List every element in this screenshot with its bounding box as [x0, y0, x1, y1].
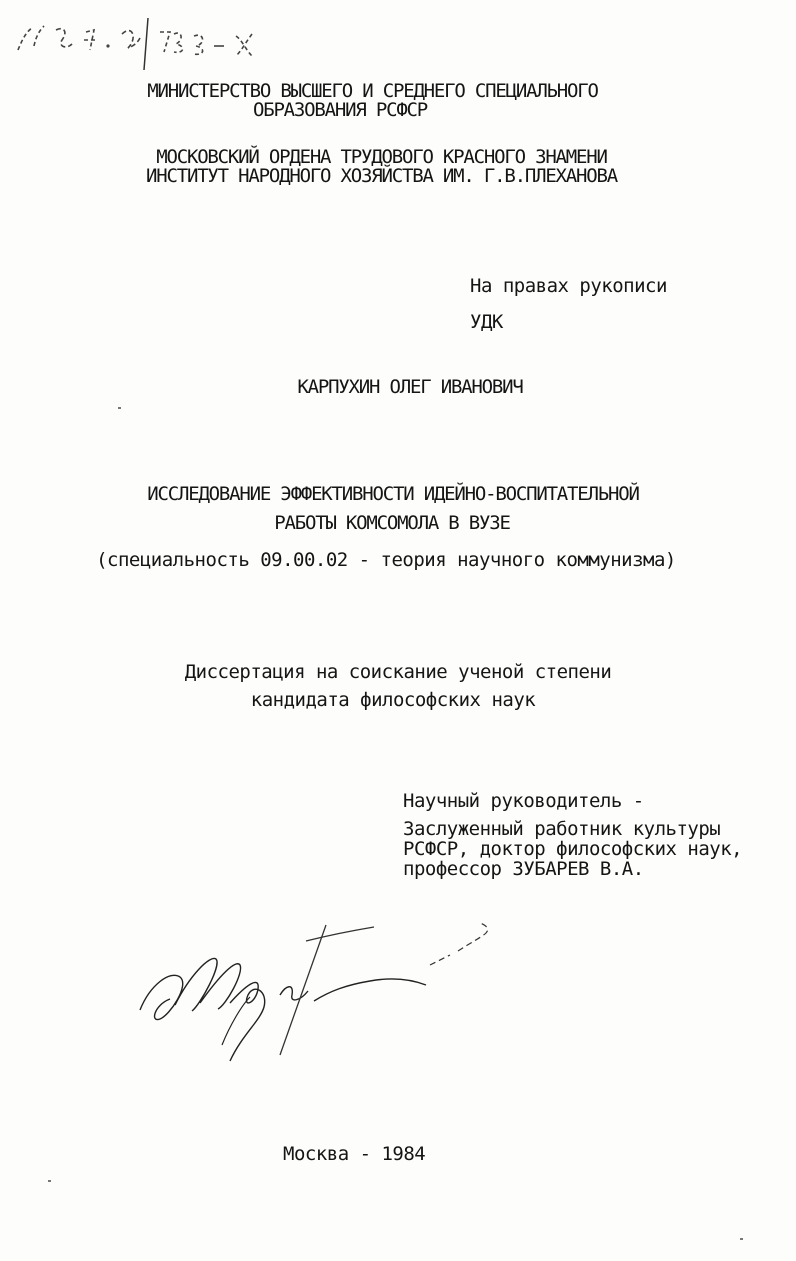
scan-speck: [118, 407, 121, 409]
institute-line-1: МОСКОВСКИЙ ОРДЕНА ТРУДОВОГО КРАСНОГО ЗНАМЕНИ: [156, 146, 607, 168]
institute-line-2: ИНСТИТУТ НАРОДНОГО ХОЗЯЙСТВА ИМ. Г.В.ПЛЕХАНОВА: [146, 165, 617, 187]
title-line-1: ИССЛЕДОВАНИЕ ЭФФЕКТИВНОСТИ ИДЕЙНО-ВОСПИТАТЕЛЬНОЙ: [147, 483, 639, 505]
place-and-year: Москва - 1984: [283, 1143, 426, 1165]
title-line-2: РАБОТЫ КОМСОМОЛА В ВУЗЕ: [274, 512, 510, 534]
handwritten-archive-mark: [10, 10, 270, 70]
scan-speck: [48, 1180, 51, 1182]
dissertation-line-2: кандидата философских наук: [250, 689, 536, 711]
supervisor-line-1: Научный руководитель -: [403, 790, 644, 812]
specialty-line: (специальность 09.00.02 - теория научного коммунизма): [96, 549, 676, 571]
supervisor-line-3: РСФСР, доктор философских наук,: [403, 838, 743, 860]
manuscript-rights-note: На правах рукописи: [470, 275, 667, 297]
author-name: КАРПУХИН ОЛЕГ ИВАНОВИЧ: [297, 376, 523, 398]
supervisor-line-4: профессор ЗУБАРЕВ В.А.: [403, 858, 644, 880]
ministry-line-2: ОБРАЗОВАНИЯ РСФСР: [252, 99, 428, 121]
supervisor-line-2: Заслуженный работник культуры: [403, 818, 721, 840]
udc-label: УДК: [470, 311, 503, 333]
author-signature: [130, 915, 500, 1065]
ministry-line-1: МИНИСТЕРСТВО ВЫСШЕГО И СРЕДНЕГО СПЕЦИАЛЬНОГО: [147, 80, 598, 102]
dissertation-line-1: Диссертация на соискание ученой степени: [184, 661, 612, 683]
scan-speck: [740, 1238, 743, 1240]
